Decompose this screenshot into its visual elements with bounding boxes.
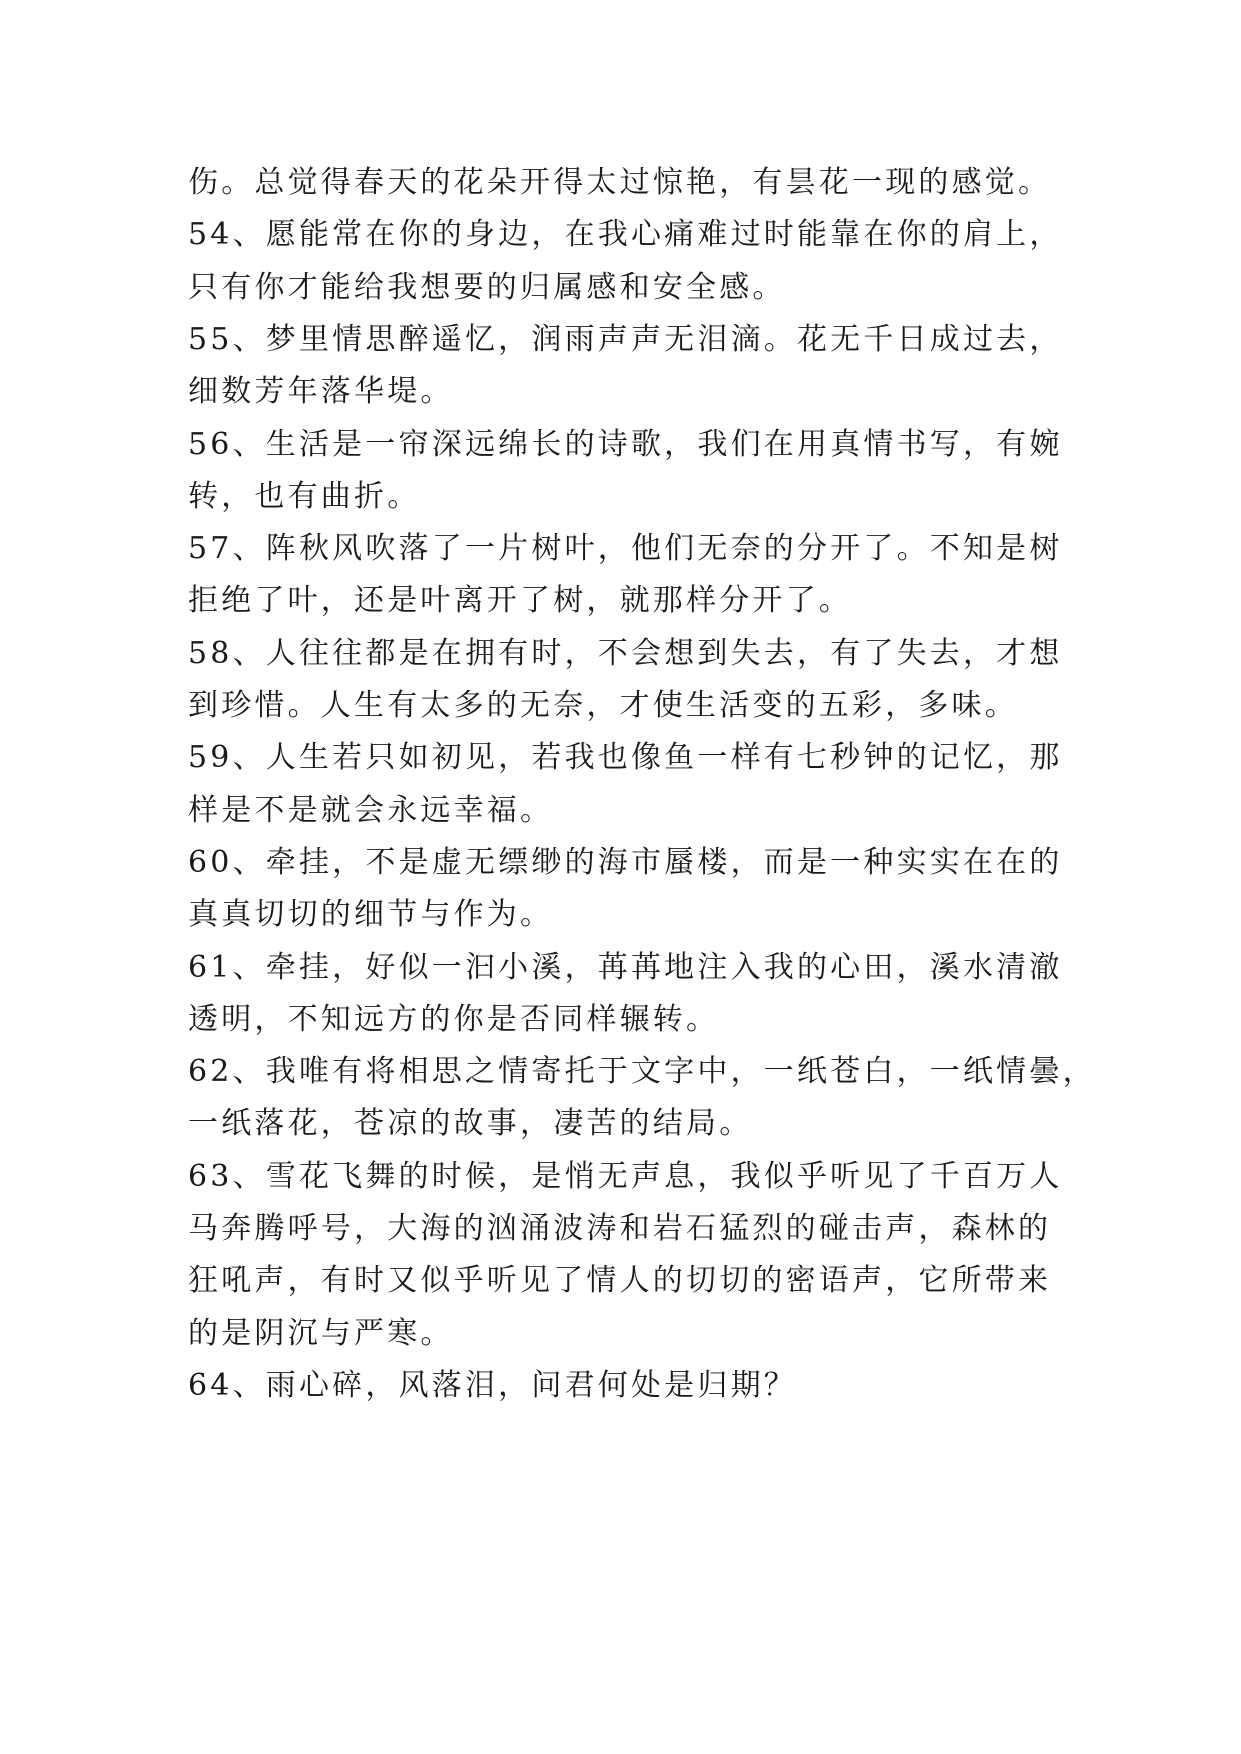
- text-line: 马奔腾呼号，大海的汹涌波涛和岩石猛烈的碰击声，森林的: [188, 1211, 1052, 1246]
- text-line: 59、人生若只如初见，若我也像鱼一样有七秒钟的记忆，那: [188, 740, 1063, 776]
- text-line: 一纸落花，苍凉的故事，凄苦的结局。: [188, 1106, 753, 1142]
- text-line: 的是阴沉与严寒。: [188, 1315, 454, 1351]
- text-line: 真真切切的细节与作为。: [188, 897, 554, 933]
- text-line: 58、人往往都是在拥有时，不会想到失去，有了失去，才想: [188, 635, 1063, 671]
- text-line: 56、生活是一帘深远绵长的诗歌，我们在用真情书写，有婉: [188, 426, 1063, 462]
- text-line: 转，也有曲折。: [188, 478, 421, 514]
- text-line: 只有你才能给我想要的归属感和安全感。: [188, 269, 786, 305]
- text-line: 54、愿能常在你的身边，在我心痛难过时能靠在你的肩上，: [188, 217, 1063, 253]
- text-line: 到珍惜。人生有太多的无奈，才使生活变的五彩，多味。: [188, 688, 1018, 723]
- text-line: 62、我唯有将相思之情寄托于文字中，一纸苍白，一纸情曇，: [188, 1054, 1096, 1090]
- text-line: 透明，不知远方的你是否同样辗转。: [188, 1001, 720, 1037]
- text-line: 拒绝了叶，还是叶离开了树，就那样分开了。: [188, 583, 852, 619]
- text-line: 57、阵秋风吹落了一片树叶，他们无奈的分开了。不知是树: [188, 531, 1063, 567]
- text-line: 60、牵挂，不是虚无缥缈的海市蜃楼，而是一种实实在在的: [188, 844, 1063, 880]
- text-line: 样是不是就会永远幸福。: [188, 792, 554, 828]
- text-line: 63、雪花飞舞的时候，是悄无声息，我似乎听见了千百万人: [188, 1158, 1063, 1194]
- text-line: 细数芳年落华堤。: [188, 374, 454, 410]
- text-line: 64、雨心碎，风落泪，问君何处是归期？: [188, 1367, 797, 1403]
- text-line: 61、牵挂，好似一汩小溪，苒苒地注入我的心田，溪水清澈: [188, 949, 1063, 985]
- text-line: 伤。总觉得春天的花朵开得太过惊艳，有昙花一现的感觉。: [188, 165, 1052, 200]
- text-line: 狂吼声，有时又似乎听见了情人的切切的密语声，它所带来: [188, 1263, 1052, 1299]
- text-line: 55、梦里情思醉遥忆，润雨声声无泪滴。花无千日成过去，: [188, 321, 1063, 357]
